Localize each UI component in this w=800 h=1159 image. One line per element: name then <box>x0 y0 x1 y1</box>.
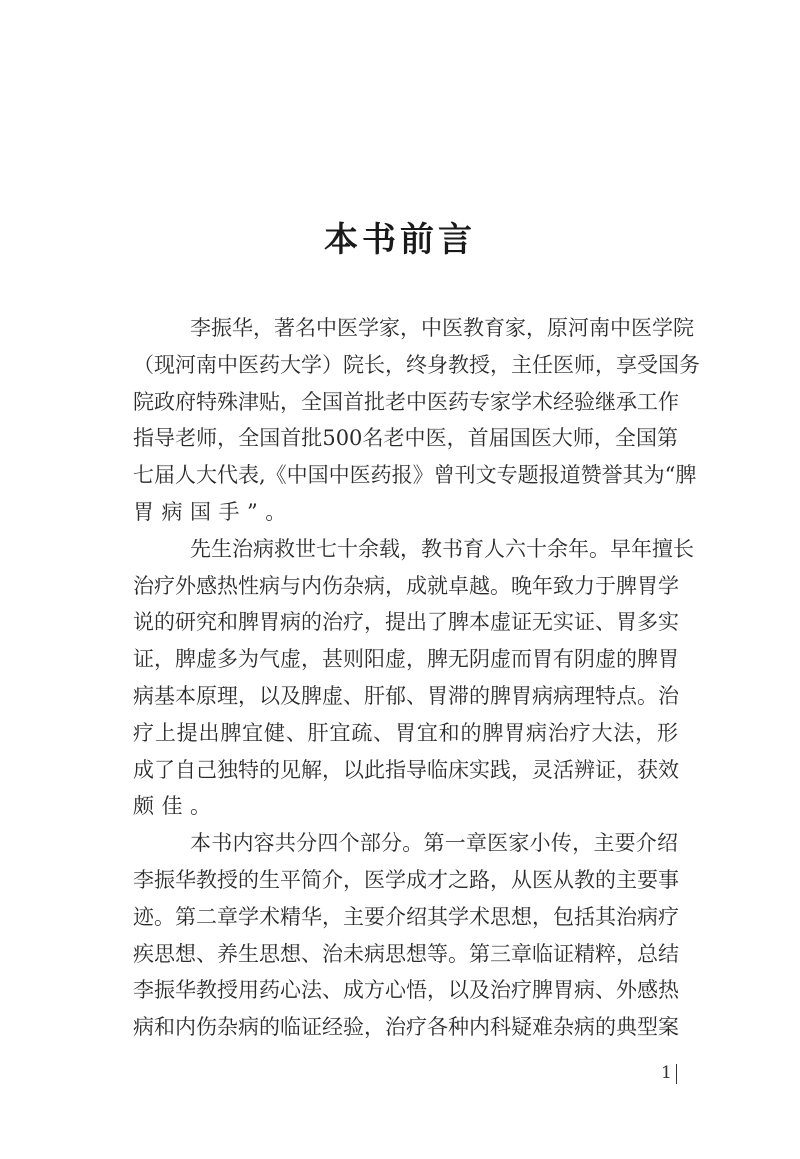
paragraph-line: 疗上提出脾宜健、肝宜疏、胃宜和的脾胃病治疗大法，形 <box>133 720 678 745</box>
paragraph-line: 迹。第二章学术精华，主要介绍其学术思想，包括其治病疗 <box>133 904 679 929</box>
paragraph-line: 李振华教授的生平简介，医学成才之路，从医从教的主要事 <box>133 867 679 892</box>
paragraph-line: 成了自己独特的见解，以此指导临床实践，灵活辨证，获效 <box>133 757 679 782</box>
paragraph-line: 本书内容共分四个部分。第一章医家小传，主要介绍 <box>190 831 678 856</box>
paragraph-line: （现河南中医药大学）院长，终身教授，主任医师，享受国务 <box>133 352 700 377</box>
paragraph-line: 说的研究和脾胃病的治疗，提出了脾本虚证无实证、胃多实 <box>133 610 679 635</box>
page-title: 本书前言 <box>324 220 476 260</box>
paragraph-line: 指导老师，全国首批500名老中医，首届国医大师，全国第 <box>133 426 678 451</box>
paragraph-line: 颇佳。 <box>133 794 219 819</box>
page-number: 1 <box>661 1063 672 1083</box>
paragraph-line: 李振华教授用药心法、成方心悟，以及治疗脾胃病、外感热 <box>133 978 679 1003</box>
paragraph-line: 院政府特殊津贴，全国首批老中医药专家学术经验继承工作 <box>133 389 679 414</box>
paragraph-line: 胃病国手”。 <box>133 499 294 524</box>
paragraph-line: 证，脾虚多为气虚，甚则阳虚，脾无阴虚而胃有阴虚的脾胃 <box>133 647 679 672</box>
paragraph-line: 治疗外感热性病与内伤杂病，成就卓越。晚年致力于脾胃学 <box>133 573 679 598</box>
page-number-divider <box>676 1064 677 1084</box>
preface-body <box>133 310 700 1046</box>
paragraph-line: 李振华，著名中医学家，中医教育家，原河南中医学院 <box>190 316 694 340</box>
paragraph-line: 疾思想、养生思想、治未病思想等。第三章临证精粹，总结 <box>133 941 679 966</box>
paragraph-line: 先生治病救世七十余载，教书育人六十余年。早年擅长 <box>190 536 694 561</box>
paragraph-line: 七届人大代表,《中国中医药报》曾刊文专题报道赞誉其为“脾 <box>133 463 697 488</box>
paragraph-line: 病基本原理，以及脾虚、肝郁、胃滞的脾胃病病理特点。治 <box>133 683 679 708</box>
paragraph-line: 病和内伤杂病的临证经验，治疗各种内科疑难杂病的典型案 <box>133 1015 679 1040</box>
